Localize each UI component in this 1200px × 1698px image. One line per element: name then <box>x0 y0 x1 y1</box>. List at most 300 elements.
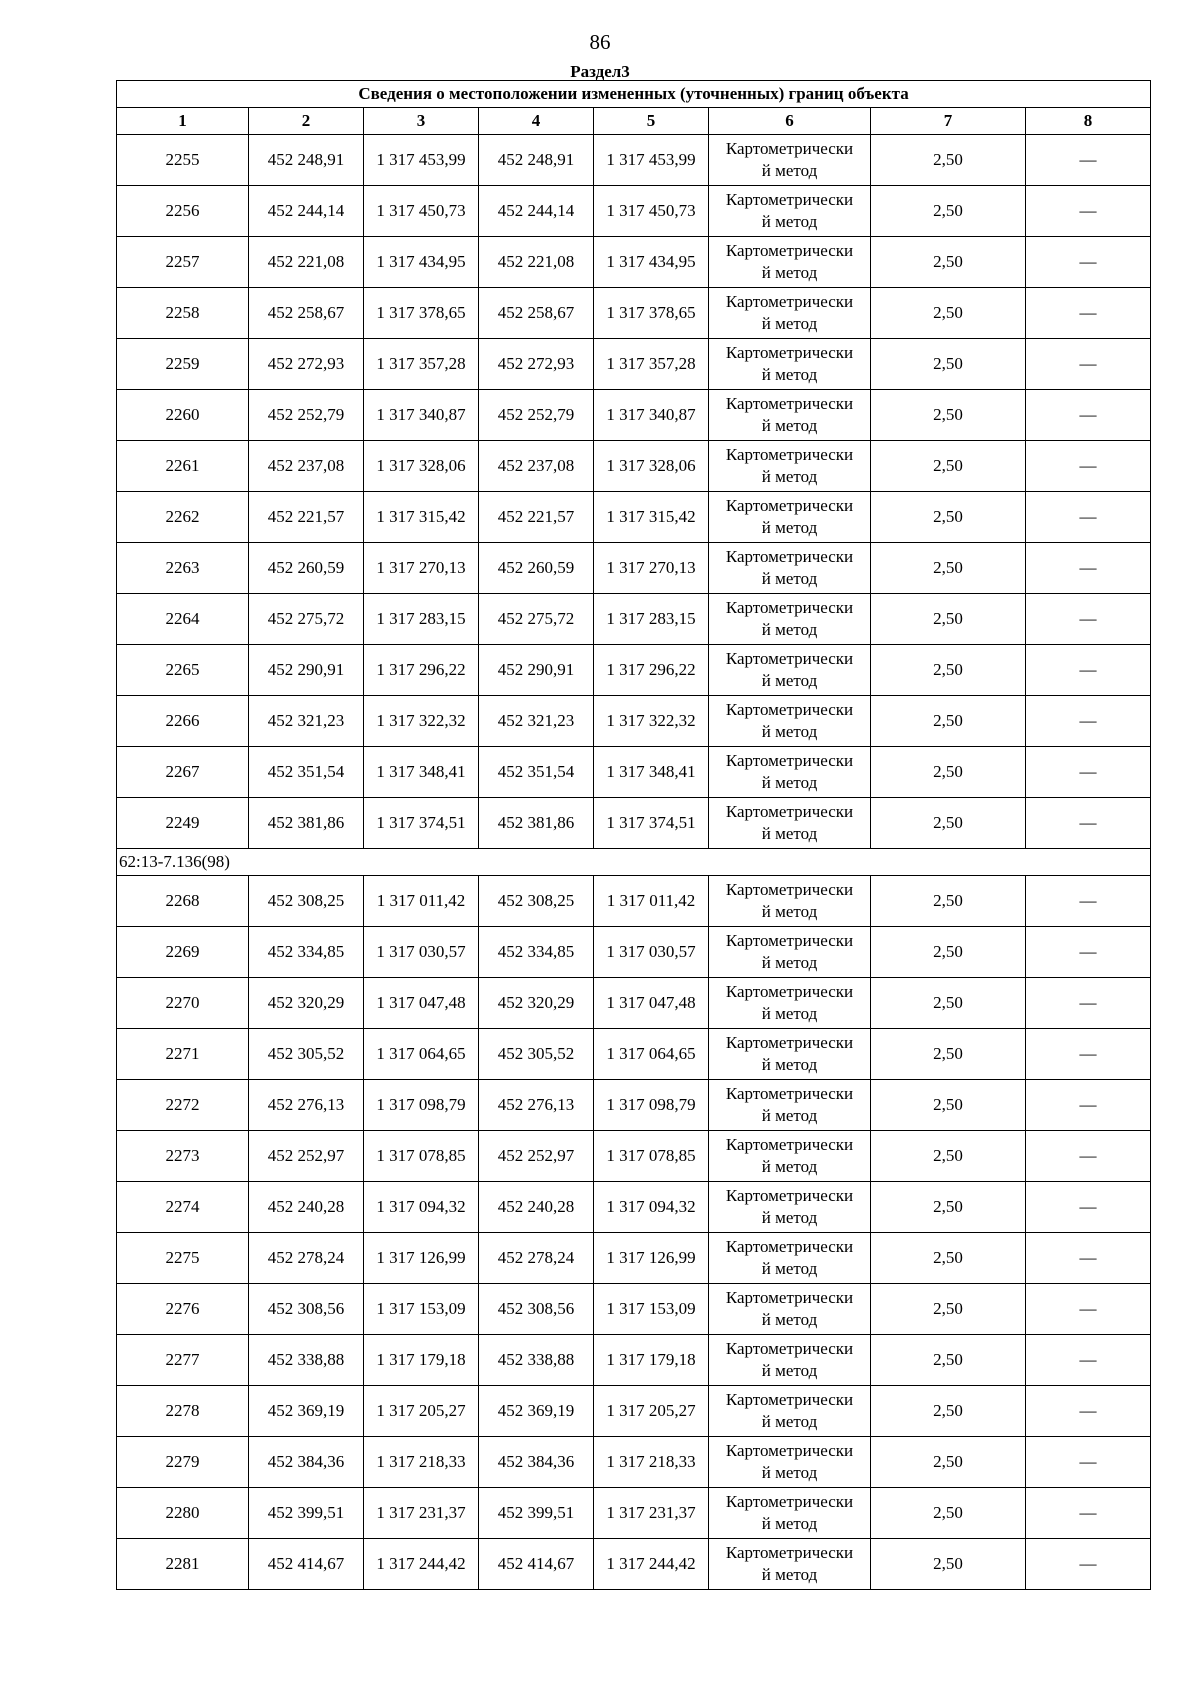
table-row <box>117 1080 1151 1131</box>
method-cell <box>709 1284 871 1335</box>
accuracy-cell: 2,50 <box>871 1182 1026 1233</box>
point-number-cell: 2264 <box>117 594 249 645</box>
x-coordinate-cell: 452 305,52 <box>249 1029 364 1080</box>
x-coordinate-cell: 452 321,23 <box>249 696 364 747</box>
table-row <box>117 876 1151 927</box>
table-row <box>117 747 1151 798</box>
method-text: й метод <box>761 1004 818 1023</box>
method-text: й метод <box>761 212 818 231</box>
note-cell: — <box>1026 1539 1151 1590</box>
x-coordinate-cell: 452 244,14 <box>479 186 594 237</box>
method-text: Картометрически <box>725 1084 854 1103</box>
y-coordinate-cell: 1 317 328,06 <box>364 441 479 492</box>
point-number-cell: 2269 <box>117 927 249 978</box>
y-coordinate-cell: 1 317 218,33 <box>364 1437 479 1488</box>
method-text: Картометрически <box>725 1033 854 1052</box>
method-cell <box>709 1029 871 1080</box>
method-cell <box>709 237 871 288</box>
x-coordinate-cell: 452 275,72 <box>479 594 594 645</box>
method-text: Картометрически <box>725 496 854 515</box>
point-number-cell: 2281 <box>117 1539 249 1590</box>
table-row <box>117 390 1151 441</box>
accuracy-cell: 2,50 <box>871 543 1026 594</box>
accuracy-cell: 2,50 <box>871 135 1026 186</box>
point-number-cell: 2257 <box>117 237 249 288</box>
y-coordinate-cell: 1 317 283,15 <box>594 594 709 645</box>
column-header: 3 <box>364 108 479 135</box>
method-cell <box>709 339 871 390</box>
point-number-cell: 2277 <box>117 1335 249 1386</box>
x-coordinate-cell: 452 305,52 <box>479 1029 594 1080</box>
x-coordinate-cell: 452 221,08 <box>249 237 364 288</box>
point-number-cell: 2273 <box>117 1131 249 1182</box>
method-text: й метод <box>761 824 818 843</box>
note-cell: — <box>1026 1080 1151 1131</box>
table-row <box>117 1284 1151 1335</box>
y-coordinate-cell: 1 317 231,37 <box>594 1488 709 1539</box>
y-coordinate-cell: 1 317 348,41 <box>364 747 479 798</box>
method-text: й метод <box>761 1514 818 1533</box>
y-coordinate-cell: 1 317 011,42 <box>594 876 709 927</box>
x-coordinate-cell: 452 338,88 <box>479 1335 594 1386</box>
table-row <box>117 1335 1151 1386</box>
point-number-cell: 2274 <box>117 1182 249 1233</box>
method-cell <box>709 594 871 645</box>
point-number-cell: 2265 <box>117 645 249 696</box>
y-coordinate-cell: 1 317 205,27 <box>594 1386 709 1437</box>
table-row <box>117 288 1151 339</box>
y-coordinate-cell: 1 317 450,73 <box>364 186 479 237</box>
accuracy-cell: 2,50 <box>871 1335 1026 1386</box>
method-cell <box>709 1335 871 1386</box>
table-row <box>117 1437 1151 1488</box>
y-coordinate-cell: 1 317 064,65 <box>364 1029 479 1080</box>
x-coordinate-cell: 452 276,13 <box>479 1080 594 1131</box>
group-label: 62:13-7.136(98) <box>117 849 1151 876</box>
method-cell <box>709 1488 871 1539</box>
note-cell: — <box>1026 927 1151 978</box>
coordinates-table <box>116 80 1151 1590</box>
x-coordinate-cell: 452 381,86 <box>249 798 364 849</box>
point-number-cell: 2256 <box>117 186 249 237</box>
point-number-cell: 2262 <box>117 492 249 543</box>
x-coordinate-cell: 452 334,85 <box>479 927 594 978</box>
note-cell: — <box>1026 339 1151 390</box>
point-number-cell: 2266 <box>117 696 249 747</box>
table-row <box>117 594 1151 645</box>
method-cell <box>709 492 871 543</box>
point-number-cell: 2271 <box>117 1029 249 1080</box>
table-row <box>117 1539 1151 1590</box>
method-text: й метод <box>761 1055 818 1074</box>
accuracy-cell: 2,50 <box>871 696 1026 747</box>
y-coordinate-cell: 1 317 098,79 <box>364 1080 479 1131</box>
x-coordinate-cell: 452 308,25 <box>249 876 364 927</box>
y-coordinate-cell: 1 317 348,41 <box>594 747 709 798</box>
method-text: Картометрически <box>725 700 854 719</box>
y-coordinate-cell: 1 317 030,57 <box>594 927 709 978</box>
method-text: й метод <box>761 518 818 537</box>
y-coordinate-cell: 1 317 453,99 <box>594 135 709 186</box>
x-coordinate-cell: 452 334,85 <box>249 927 364 978</box>
table-caption: Сведения о местоположении измененных (уточненных) границ объекта <box>117 81 1151 108</box>
accuracy-cell: 2,50 <box>871 390 1026 441</box>
note-cell: — <box>1026 543 1151 594</box>
method-text: й метод <box>761 1565 818 1584</box>
table-row <box>117 492 1151 543</box>
note-cell: — <box>1026 1029 1151 1080</box>
note-cell: — <box>1026 441 1151 492</box>
point-number-cell: 2272 <box>117 1080 249 1131</box>
y-coordinate-cell: 1 317 030,57 <box>364 927 479 978</box>
x-coordinate-cell: 452 252,97 <box>479 1131 594 1182</box>
method-text: Картометрически <box>725 1339 854 1358</box>
point-number-cell: 2258 <box>117 288 249 339</box>
x-coordinate-cell: 452 276,13 <box>249 1080 364 1131</box>
note-cell: — <box>1026 798 1151 849</box>
y-coordinate-cell: 1 317 244,42 <box>594 1539 709 1590</box>
accuracy-cell: 2,50 <box>871 1488 1026 1539</box>
method-text: й метод <box>761 902 818 921</box>
column-header: 7 <box>871 108 1026 135</box>
method-text: й метод <box>761 1310 818 1329</box>
method-text: Картометрически <box>725 445 854 464</box>
method-text: Картометрически <box>725 982 854 1001</box>
point-number-cell: 2263 <box>117 543 249 594</box>
y-coordinate-cell: 1 317 205,27 <box>364 1386 479 1437</box>
method-cell <box>709 288 871 339</box>
x-coordinate-cell: 452 221,08 <box>479 237 594 288</box>
table-row <box>117 798 1151 849</box>
method-text: Картометрически <box>725 394 854 413</box>
method-cell <box>709 1539 871 1590</box>
method-cell <box>709 747 871 798</box>
point-number-cell: 2261 <box>117 441 249 492</box>
accuracy-cell: 2,50 <box>871 1233 1026 1284</box>
method-cell <box>709 1131 871 1182</box>
y-coordinate-cell: 1 317 340,87 <box>364 390 479 441</box>
x-coordinate-cell: 452 272,93 <box>249 339 364 390</box>
table-row <box>117 339 1151 390</box>
note-cell: — <box>1026 390 1151 441</box>
x-coordinate-cell: 452 399,51 <box>479 1488 594 1539</box>
point-number-cell: 2276 <box>117 1284 249 1335</box>
x-coordinate-cell: 452 321,23 <box>479 696 594 747</box>
table-row <box>117 696 1151 747</box>
table-row <box>117 1488 1151 1539</box>
method-text: й метод <box>761 314 818 333</box>
accuracy-cell: 2,50 <box>871 288 1026 339</box>
accuracy-cell: 2,50 <box>871 492 1026 543</box>
table-row <box>117 1233 1151 1284</box>
method-text: Картометрически <box>725 1288 854 1307</box>
note-cell: — <box>1026 288 1151 339</box>
table-row <box>117 186 1151 237</box>
accuracy-cell: 2,50 <box>871 876 1026 927</box>
section-title: Раздел3 <box>570 62 630 81</box>
method-text: Картометрически <box>725 1441 854 1460</box>
accuracy-cell: 2,50 <box>871 798 1026 849</box>
column-header: 5 <box>594 108 709 135</box>
method-text: Картометрически <box>725 1543 854 1562</box>
x-coordinate-cell: 452 369,19 <box>249 1386 364 1437</box>
method-text: й метод <box>761 1259 818 1278</box>
method-text: й метод <box>761 1412 818 1431</box>
method-cell <box>709 1080 871 1131</box>
column-header-row <box>117 108 1151 135</box>
y-coordinate-cell: 1 317 315,42 <box>594 492 709 543</box>
method-cell <box>709 1386 871 1437</box>
point-number-cell: 2249 <box>117 798 249 849</box>
method-cell <box>709 1182 871 1233</box>
point-number-cell: 2279 <box>117 1437 249 1488</box>
y-coordinate-cell: 1 317 078,85 <box>594 1131 709 1182</box>
y-coordinate-cell: 1 317 450,73 <box>594 186 709 237</box>
x-coordinate-cell: 452 351,54 <box>479 747 594 798</box>
accuracy-cell: 2,50 <box>871 1080 1026 1131</box>
note-cell: — <box>1026 237 1151 288</box>
method-text: Картометрически <box>725 802 854 821</box>
x-coordinate-cell: 452 338,88 <box>249 1335 364 1386</box>
method-text: Картометрически <box>725 1135 854 1154</box>
x-coordinate-cell: 452 221,57 <box>249 492 364 543</box>
y-coordinate-cell: 1 317 434,95 <box>364 237 479 288</box>
method-text: Картометрически <box>725 139 854 158</box>
accuracy-cell: 2,50 <box>871 747 1026 798</box>
y-coordinate-cell: 1 317 378,65 <box>594 288 709 339</box>
y-coordinate-cell: 1 317 296,22 <box>364 645 479 696</box>
y-coordinate-cell: 1 317 378,65 <box>364 288 479 339</box>
y-coordinate-cell: 1 317 322,32 <box>594 696 709 747</box>
x-coordinate-cell: 452 381,86 <box>479 798 594 849</box>
method-text: Картометрически <box>725 880 854 899</box>
note-cell: — <box>1026 1233 1151 1284</box>
note-cell: — <box>1026 876 1151 927</box>
y-coordinate-cell: 1 317 179,18 <box>364 1335 479 1386</box>
accuracy-cell: 2,50 <box>871 1029 1026 1080</box>
x-coordinate-cell: 452 240,28 <box>479 1182 594 1233</box>
y-coordinate-cell: 1 317 098,79 <box>594 1080 709 1131</box>
table-row <box>117 1386 1151 1437</box>
x-coordinate-cell: 452 384,36 <box>479 1437 594 1488</box>
x-coordinate-cell: 452 272,93 <box>479 339 594 390</box>
y-coordinate-cell: 1 317 357,28 <box>364 339 479 390</box>
method-cell <box>709 390 871 441</box>
x-coordinate-cell: 452 320,29 <box>249 978 364 1029</box>
y-coordinate-cell: 1 317 357,28 <box>594 339 709 390</box>
method-text: й метод <box>761 671 818 690</box>
method-text: Картометрически <box>725 1186 854 1205</box>
y-coordinate-cell: 1 317 434,95 <box>594 237 709 288</box>
table-row <box>117 927 1151 978</box>
method-cell <box>709 1233 871 1284</box>
method-text: й метод <box>761 1157 818 1176</box>
method-cell <box>709 876 871 927</box>
accuracy-cell: 2,50 <box>871 237 1026 288</box>
method-text: й метод <box>761 1361 818 1380</box>
note-cell: — <box>1026 645 1151 696</box>
y-coordinate-cell: 1 317 047,48 <box>594 978 709 1029</box>
y-coordinate-cell: 1 317 296,22 <box>594 645 709 696</box>
x-coordinate-cell: 452 260,59 <box>479 543 594 594</box>
x-coordinate-cell: 452 258,67 <box>249 288 364 339</box>
method-cell <box>709 927 871 978</box>
x-coordinate-cell: 452 278,24 <box>479 1233 594 1284</box>
x-coordinate-cell: 452 237,08 <box>249 441 364 492</box>
note-cell: — <box>1026 186 1151 237</box>
x-coordinate-cell: 452 351,54 <box>249 747 364 798</box>
x-coordinate-cell: 452 290,91 <box>479 645 594 696</box>
x-coordinate-cell: 452 248,91 <box>249 135 364 186</box>
note-cell: — <box>1026 1386 1151 1437</box>
point-number-cell: 2270 <box>117 978 249 1029</box>
method-text: Картометрически <box>725 1237 854 1256</box>
method-text: Картометрически <box>725 598 854 617</box>
accuracy-cell: 2,50 <box>871 1437 1026 1488</box>
y-coordinate-cell: 1 317 011,42 <box>364 876 479 927</box>
accuracy-cell: 2,50 <box>871 594 1026 645</box>
note-cell: — <box>1026 1182 1151 1233</box>
method-text: Картометрически <box>725 931 854 950</box>
point-number-cell: 2259 <box>117 339 249 390</box>
table-row <box>117 978 1151 1029</box>
method-cell <box>709 1437 871 1488</box>
method-text: й метод <box>761 773 818 792</box>
method-text: й метод <box>761 620 818 639</box>
x-coordinate-cell: 452 237,08 <box>479 441 594 492</box>
x-coordinate-cell: 452 384,36 <box>249 1437 364 1488</box>
x-coordinate-cell: 452 290,91 <box>249 645 364 696</box>
note-cell: — <box>1026 1437 1151 1488</box>
method-text: й метод <box>761 263 818 282</box>
y-coordinate-cell: 1 317 218,33 <box>594 1437 709 1488</box>
x-coordinate-cell: 452 252,79 <box>249 390 364 441</box>
column-header: 4 <box>479 108 594 135</box>
point-number-cell: 2260 <box>117 390 249 441</box>
y-coordinate-cell: 1 317 126,99 <box>594 1233 709 1284</box>
page-number: 86 <box>589 30 611 54</box>
method-text: Картометрически <box>725 547 854 566</box>
accuracy-cell: 2,50 <box>871 645 1026 696</box>
y-coordinate-cell: 1 317 283,15 <box>364 594 479 645</box>
x-coordinate-cell: 452 248,91 <box>479 135 594 186</box>
table-row <box>117 237 1151 288</box>
method-cell <box>709 543 871 594</box>
accuracy-cell: 2,50 <box>871 1539 1026 1590</box>
point-number-cell: 2278 <box>117 1386 249 1437</box>
accuracy-cell: 2,50 <box>871 186 1026 237</box>
x-coordinate-cell: 452 275,72 <box>249 594 364 645</box>
method-text: й метод <box>761 722 818 741</box>
note-cell: — <box>1026 978 1151 1029</box>
y-coordinate-cell: 1 317 094,32 <box>364 1182 479 1233</box>
method-text: Картометрически <box>725 190 854 209</box>
method-text: Картометрически <box>725 1492 854 1511</box>
x-coordinate-cell: 452 258,67 <box>479 288 594 339</box>
x-coordinate-cell: 452 399,51 <box>249 1488 364 1539</box>
y-coordinate-cell: 1 317 179,18 <box>594 1335 709 1386</box>
note-cell: — <box>1026 1284 1151 1335</box>
accuracy-cell: 2,50 <box>871 1284 1026 1335</box>
y-coordinate-cell: 1 317 270,13 <box>364 543 479 594</box>
x-coordinate-cell: 452 320,29 <box>479 978 594 1029</box>
y-coordinate-cell: 1 317 328,06 <box>594 441 709 492</box>
accuracy-cell: 2,50 <box>871 927 1026 978</box>
method-text: Картометрически <box>725 649 854 668</box>
table-row <box>117 1131 1151 1182</box>
y-coordinate-cell: 1 317 244,42 <box>364 1539 479 1590</box>
table-row <box>117 1182 1151 1233</box>
y-coordinate-cell: 1 317 322,32 <box>364 696 479 747</box>
method-cell <box>709 645 871 696</box>
y-coordinate-cell: 1 317 064,65 <box>594 1029 709 1080</box>
method-text: й метод <box>761 416 818 435</box>
method-cell <box>709 135 871 186</box>
method-text: й метод <box>761 1106 818 1125</box>
x-coordinate-cell: 452 244,14 <box>249 186 364 237</box>
x-coordinate-cell: 452 240,28 <box>249 1182 364 1233</box>
x-coordinate-cell: 452 308,25 <box>479 876 594 927</box>
y-coordinate-cell: 1 317 231,37 <box>364 1488 479 1539</box>
method-text: Картометрически <box>725 1390 854 1409</box>
table-row <box>117 1029 1151 1080</box>
point-number-cell: 2280 <box>117 1488 249 1539</box>
accuracy-cell: 2,50 <box>871 1131 1026 1182</box>
column-header: 1 <box>117 108 249 135</box>
point-number-cell: 2255 <box>117 135 249 186</box>
table-row <box>117 543 1151 594</box>
y-coordinate-cell: 1 317 094,32 <box>594 1182 709 1233</box>
accuracy-cell: 2,50 <box>871 339 1026 390</box>
method-cell <box>709 798 871 849</box>
note-cell: — <box>1026 594 1151 645</box>
note-cell: — <box>1026 1488 1151 1539</box>
method-text: й метод <box>761 1463 818 1482</box>
note-cell: — <box>1026 747 1151 798</box>
x-coordinate-cell: 452 414,67 <box>479 1539 594 1590</box>
note-cell: — <box>1026 492 1151 543</box>
column-header: 6 <box>709 108 871 135</box>
y-coordinate-cell: 1 317 126,99 <box>364 1233 479 1284</box>
y-coordinate-cell: 1 317 078,85 <box>364 1131 479 1182</box>
column-header: 8 <box>1026 108 1151 135</box>
group-row <box>117 849 1151 876</box>
method-cell <box>709 696 871 747</box>
method-text: Картометрически <box>725 292 854 311</box>
method-cell <box>709 978 871 1029</box>
accuracy-cell: 2,50 <box>871 978 1026 1029</box>
x-coordinate-cell: 452 369,19 <box>479 1386 594 1437</box>
note-cell: — <box>1026 1131 1151 1182</box>
method-text: й метод <box>761 365 818 384</box>
table-row <box>117 135 1151 186</box>
y-coordinate-cell: 1 317 153,09 <box>594 1284 709 1335</box>
accuracy-cell: 2,50 <box>871 1386 1026 1437</box>
method-text: Картометрически <box>725 343 854 362</box>
y-coordinate-cell: 1 317 270,13 <box>594 543 709 594</box>
table-row <box>117 645 1151 696</box>
x-coordinate-cell: 452 252,97 <box>249 1131 364 1182</box>
y-coordinate-cell: 1 317 374,51 <box>594 798 709 849</box>
y-coordinate-cell: 1 317 315,42 <box>364 492 479 543</box>
method-text: й метод <box>761 953 818 972</box>
note-cell: — <box>1026 1335 1151 1386</box>
method-text: й метод <box>761 161 818 180</box>
note-cell: — <box>1026 135 1151 186</box>
x-coordinate-cell: 452 260,59 <box>249 543 364 594</box>
x-coordinate-cell: 452 308,56 <box>249 1284 364 1335</box>
note-cell: — <box>1026 696 1151 747</box>
